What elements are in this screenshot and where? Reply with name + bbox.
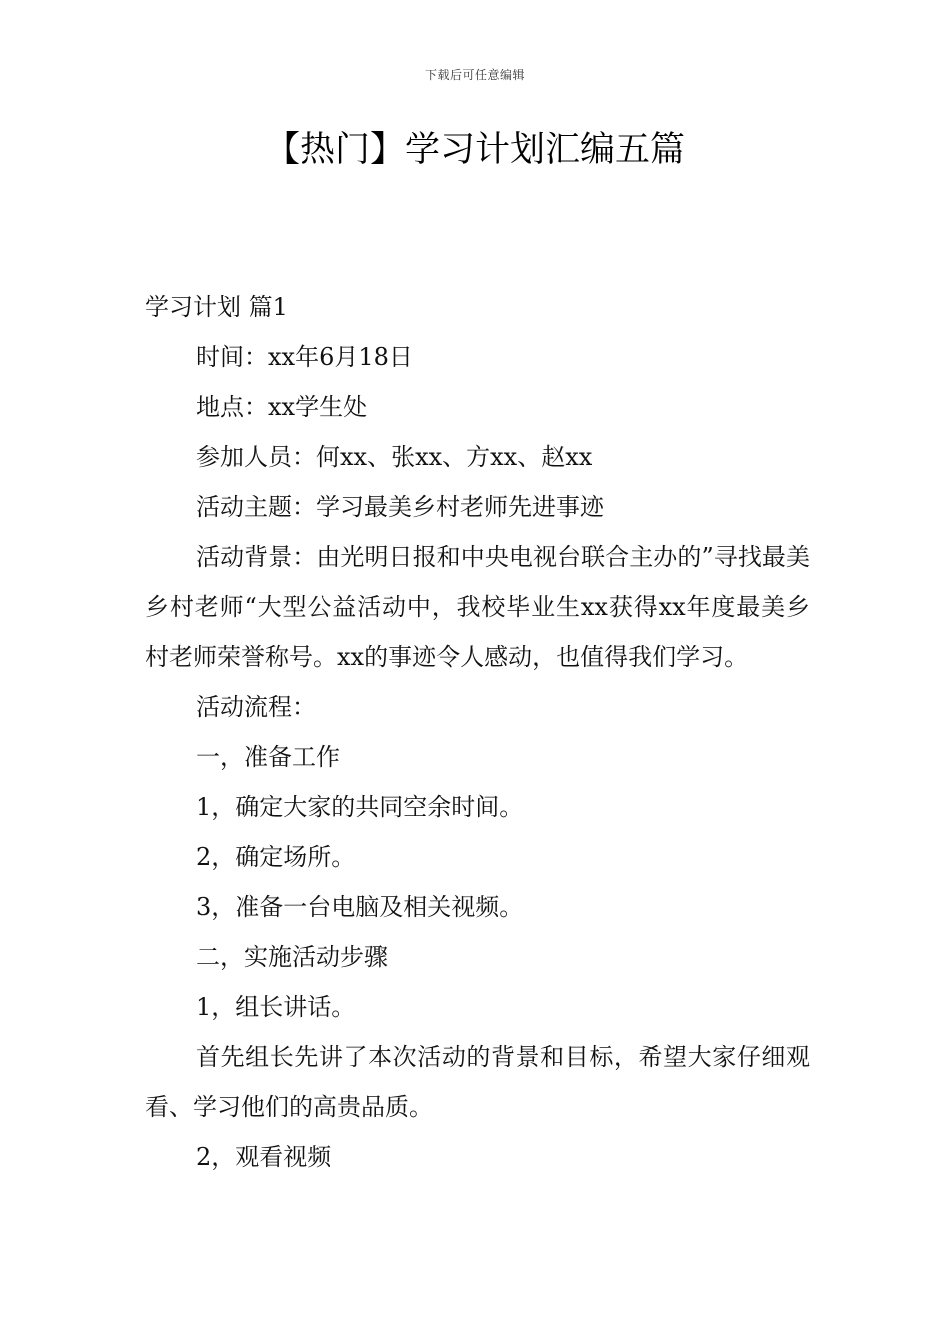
part1-item-3: 3，准备一台电脑及相关视频。 (196, 893, 524, 921)
process-label: 活动流程： (196, 693, 316, 721)
section-heading: 学习计划 篇1 (145, 293, 288, 321)
document-title: 【热门】学习计划汇编五篇 (264, 130, 685, 170)
place-line: 地点：xx学生处 (196, 393, 368, 421)
part2-item-2: 2，观看视频 (196, 1143, 332, 1171)
part2-heading: 二，实施活动步骤 (196, 943, 388, 971)
header-note: 下载后可任意编辑 (424, 68, 525, 82)
background-paragraph: 活动背景：由光明日报和中央电视台联合主办的”寻找最美乡村老师“大型公益活动中，我校毕业生xx获得xx年度最美乡村老师荣誉称号。xx的事迹令人感动，也值得我们学习。 (145, 543, 810, 671)
part1-heading: 一，准备工作 (196, 743, 340, 771)
theme-line: 活动主题：学习最美乡村老师先进事迹 (196, 493, 604, 521)
part1-item-1: 1，确定大家的共同空余时间。 (196, 793, 524, 821)
part2-item-1: 1，组长讲话。 (196, 993, 356, 1021)
part2-item-1-detail: 首先组长先讲了本次活动的背景和目标，希望大家仔细观看、学习他们的高贵品质。 (145, 1043, 810, 1121)
participants-line: 参加人员：何xx、张xx、方xx、赵xx (196, 443, 593, 471)
time-line: 时间：xx年6月18日 (196, 343, 413, 371)
part1-item-2: 2，确定场所。 (196, 843, 356, 871)
document-body (145, 282, 810, 1182)
